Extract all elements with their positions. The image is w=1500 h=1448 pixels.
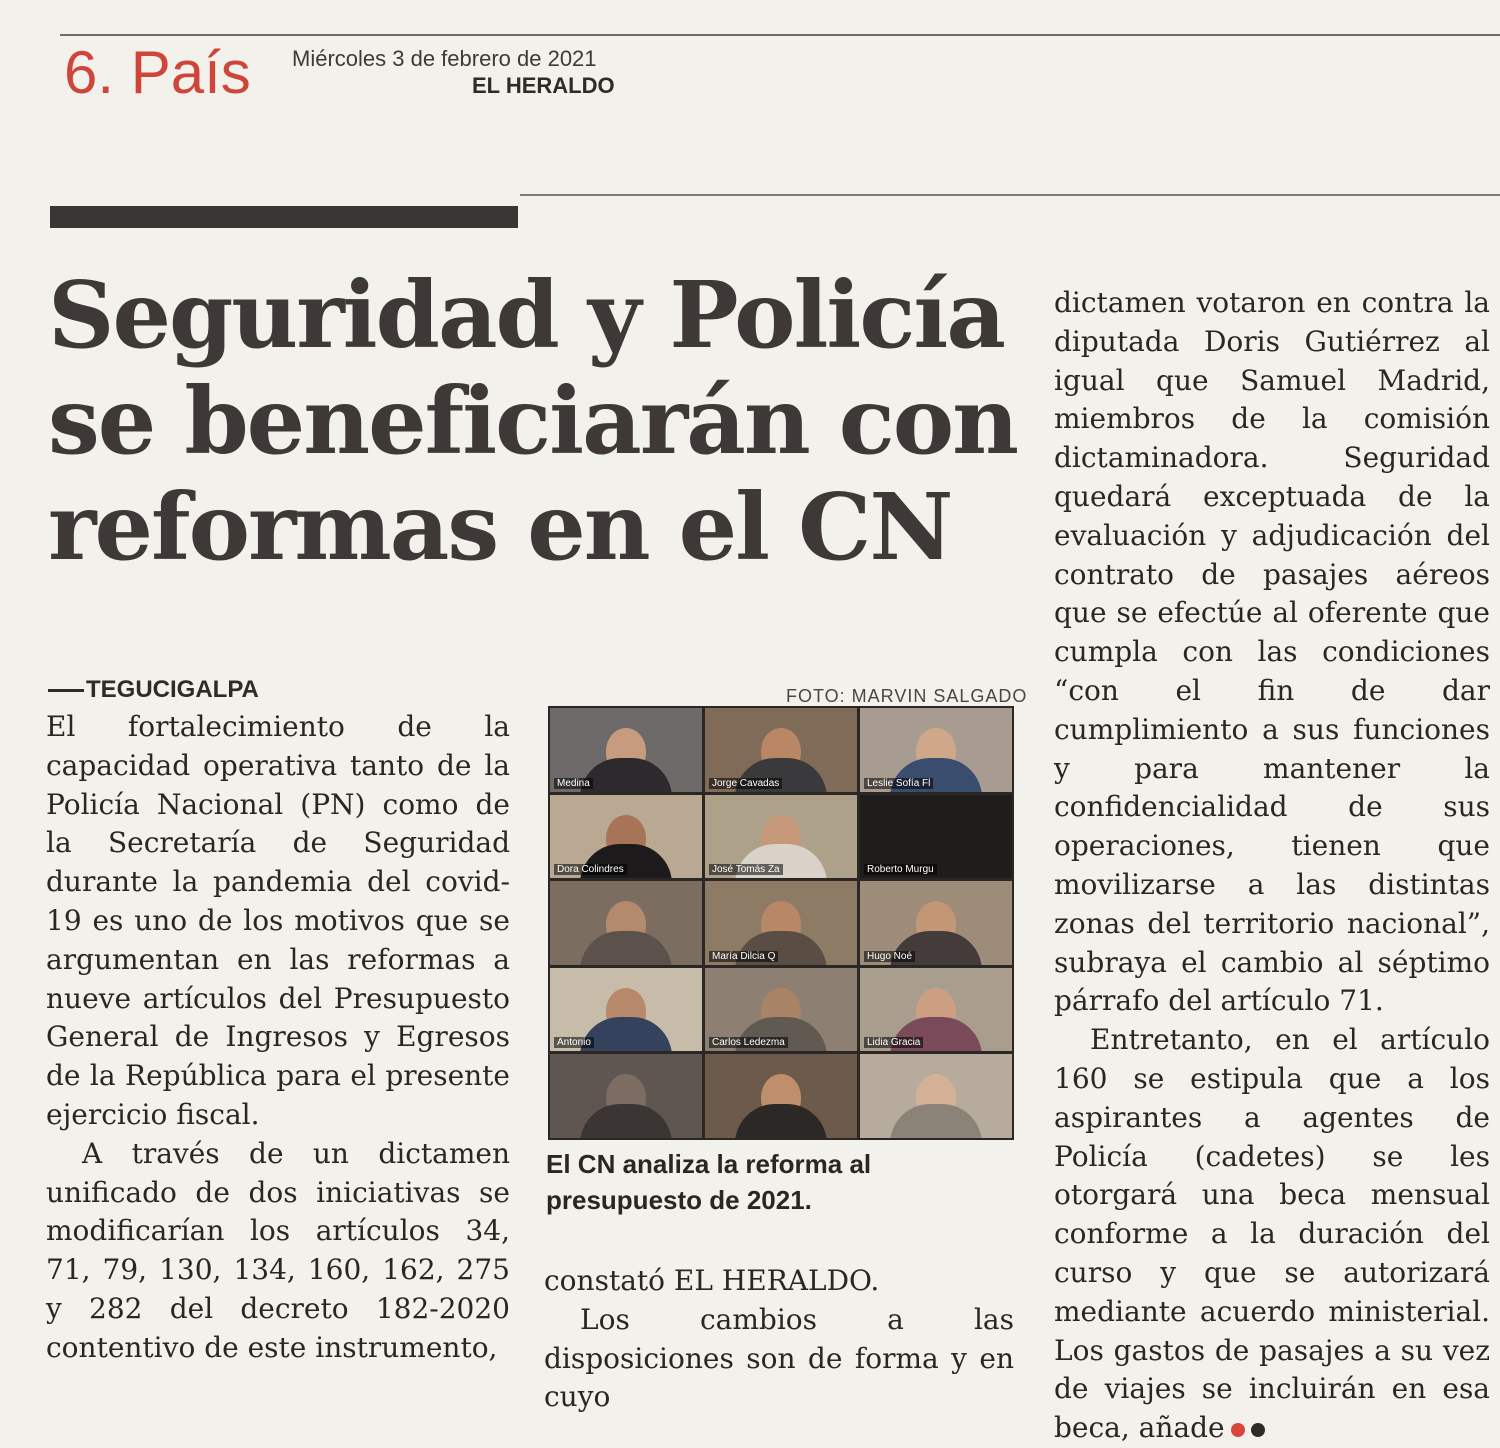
end-mark-red: [1231, 1423, 1245, 1437]
participant-tile: [705, 968, 857, 1052]
participant-name: Hugo Noé: [864, 951, 915, 962]
dateline-text: TEGUCIGALPA: [86, 676, 259, 703]
participant-tile: [860, 708, 1012, 792]
paragraph: dictamen votaron en contra la diputada Doris Gutiérrez al igual que Samuel Madrid, miembros de la comisión dictaminadora. Seguridad quedará exceptuada de la evaluación y adjudicación del contrato de pasajes aéreos que se efectúe al oferente que cumpla con las condiciones “con el fin de dar cumplimiento a sus funciones y para mantener la confidencialidad de sus operaciones, tienen que movilizarse a las distintas zonas del territorio nacional”, subraya el cambio al séptimo párrafo del artículo 71.: [1054, 286, 1490, 1018]
paragraph: constató EL HERALDO.: [544, 1264, 880, 1297]
participant-name: María Dilcia Q: [709, 951, 778, 962]
column-1: [46, 708, 510, 1368]
participant-tile: [860, 795, 1012, 879]
participant-name: Roberto Murgu: [864, 864, 937, 875]
participant-tile: [550, 1054, 702, 1138]
participant-body: [580, 1104, 672, 1138]
photo-caption: El CN analiza la reforma al presupuesto de 2021.: [546, 1149, 872, 1215]
participant-tile: [860, 1054, 1012, 1138]
photo-credit: FOTO: MARVIN SALGADO: [786, 686, 1028, 706]
headline-line: se beneficiarán con: [48, 367, 1018, 475]
participant-tile: [550, 881, 702, 965]
participant-name: Lidia Gracia: [864, 1037, 923, 1048]
top-rule: [60, 34, 1500, 36]
section-title: 6. País: [64, 39, 251, 106]
newspaper-name: EL HERALDO: [472, 73, 615, 98]
issue-date: Miércoles 3 de febrero de 2021: [292, 46, 597, 71]
headline-bar: [50, 206, 518, 228]
headline-line: Seguridad y Policía: [48, 261, 1004, 369]
headline-line: reformas en el CN: [48, 473, 952, 581]
headline: [48, 262, 1028, 580]
participant-tile: [705, 881, 857, 965]
paragraph-text: Entretanto, en el artículo 160 se estipula que a los aspirantes a agentes de Policía (cadetes) se les otorgará una beca mensual conforme a la duración del curso y que se autorizará mediante acuerdo ministerial. Los gastos de pasajes a su vez de viajes se incluirán en esa beca, añade: [1054, 1023, 1490, 1445]
paragraph: Los cambios a las disposiciones son de forma y en cuyo: [544, 1302, 1014, 1414]
paragraph: A través de un dictamen unificado de dos iniciativas se modificarían los artículos 34, 71, 79, 130, 134, 160, 162, 275 y 282 del decreto 182-2020 contentivo de este instrumento,: [46, 1136, 510, 1364]
paragraph: El fortalecimiento de la capacidad operativa tanto de la Policía Nacional (PN) como de la Secretaría de Seguridad durante la pandemia del covid-19 es uno de los motivos que se argumentan en las reformas a nueve artículos del Presupuesto General de Ingresos y Egresos de la República para el presente ejercicio fiscal.: [46, 710, 510, 1131]
column-3: [1054, 284, 1490, 1448]
participant-body: [580, 931, 672, 965]
column-2: [544, 1262, 1014, 1417]
participant-body: [890, 1104, 982, 1138]
participant-name: Jorge Cavadas: [709, 778, 782, 789]
participant-tile: [705, 795, 857, 879]
participant-tile: [550, 795, 702, 879]
participant-name: Antonio: [554, 1037, 594, 1048]
participant-name: Medina: [554, 778, 593, 789]
article-dateline: [48, 676, 259, 704]
participant-name: Dora Colindres: [554, 864, 627, 875]
participant-name: Carlos Ledezma: [709, 1037, 788, 1048]
participant-tile: [705, 708, 857, 792]
paragraph: [1054, 1021, 1490, 1448]
participant-tile: [860, 968, 1012, 1052]
participant-tile: [550, 968, 702, 1052]
participant-body: [735, 1104, 827, 1138]
participant-tile: [550, 708, 702, 792]
participant-name: José Tomás Za: [709, 864, 783, 875]
participant-tile: [860, 881, 1012, 965]
section-rule: [520, 194, 1500, 196]
participant-name: Leslie Sofía Fl: [864, 778, 933, 789]
participant-body: [580, 758, 672, 792]
video-call-photo: [548, 706, 1014, 1140]
end-mark-dark: [1251, 1423, 1265, 1437]
participant-tile: [705, 1054, 857, 1138]
